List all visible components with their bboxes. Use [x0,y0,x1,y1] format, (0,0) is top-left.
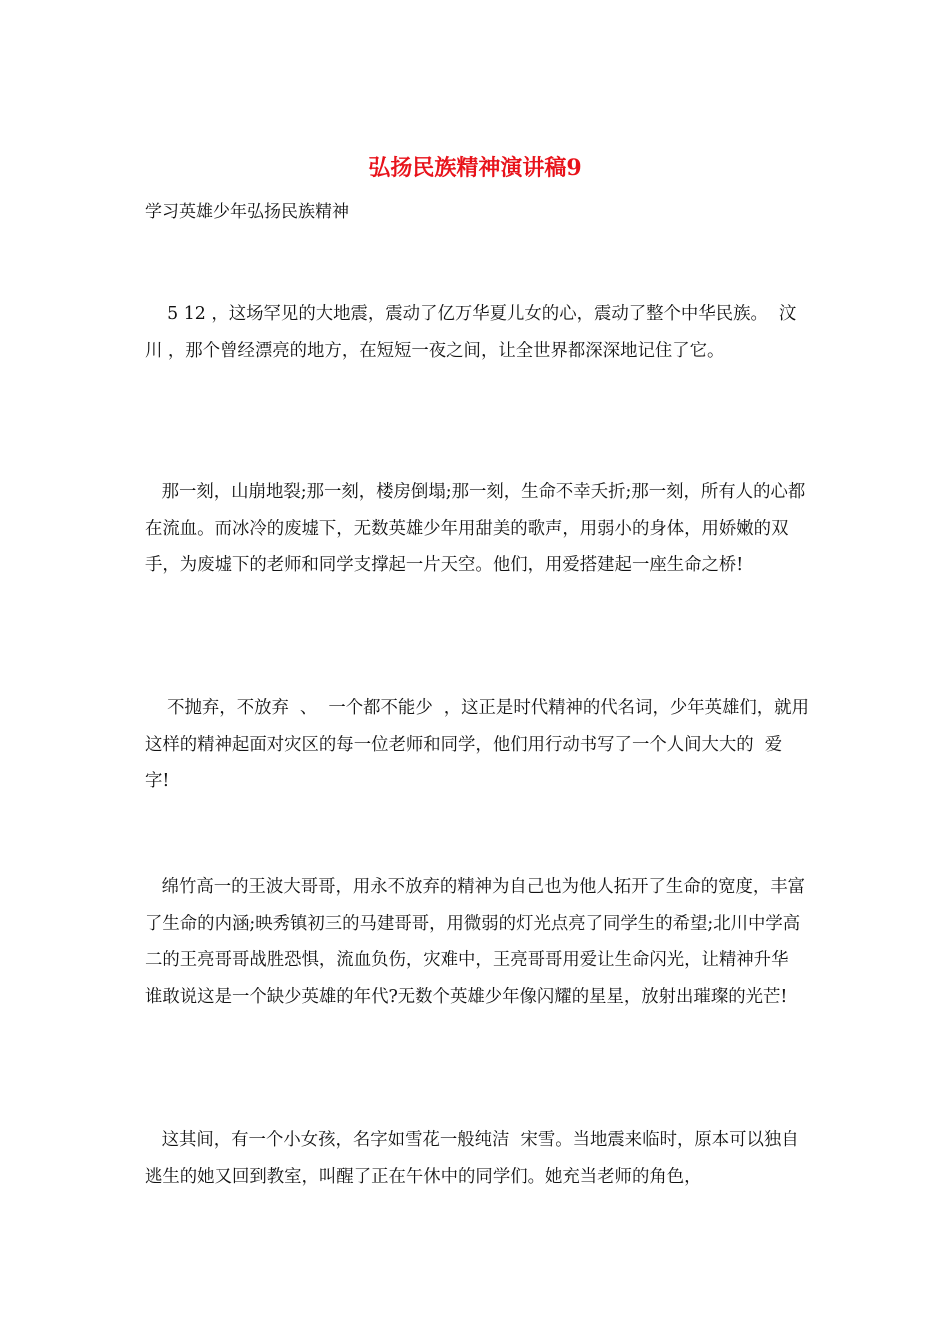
paragraph: 这其间，有一个小女孩，名字如雪花一般纯洁 宋雪。当地震来临时，原本可以独自逃生的她又回到教室，叫醒了正在午休中的同学们。她充当老师的角色， [145,1130,799,1187]
paragraph: 不抛弃，不放弃 、 一个都不能少 ，这正是时代精神的代名词，少年英雄们，就用这样的精神起面对灾区的每一位老师和同学，他们用行动书写了一个人间大大的 爱 字! [145,698,809,792]
document-title: 弘扬民族精神演讲稿9 [368,155,582,181]
paragraph: 那一刻，山崩地裂;那一刻，楼房倒塌;那一刻，生命不幸夭折;那一刻，所有人的心都在流血。而冰冷的废墟下，无数英雄少年用甜美的歌声，用弱小的身体，用娇嫩的双手，为废墟下的老师和同学支撑起一片天空。他们，用爱搭建起一座生命之桥! [145,482,806,576]
paragraph: 5 12 ，这场罕见的大地震，震动了亿万华夏儿女的心，震动了整个中华民族。 汶川 ，那个曾经漂亮的地方，在短短一夜之间，让全世界都深深地记住了它。 [145,304,797,361]
document-subtitle: 学习英雄少年弘扬民族精神 [145,202,349,222]
paragraph: 绵竹高一的王波大哥哥，用永不放弃的精神为自己也为他人拓开了生命的宽度，丰富了生命的内涵;映秀镇初三的马建哥哥，用微弱的灯光点亮了同学生的希望;北川中学高二的王亮哥哥战胜恐惧，流血负伤，灾难中，王亮哥哥用爱让生命闪光，让精神升华 谁敢说这是一个缺少英雄的年代?无数个英雄少年像闪耀的星星，放射出璀璨的光芒! [145,877,806,1007]
